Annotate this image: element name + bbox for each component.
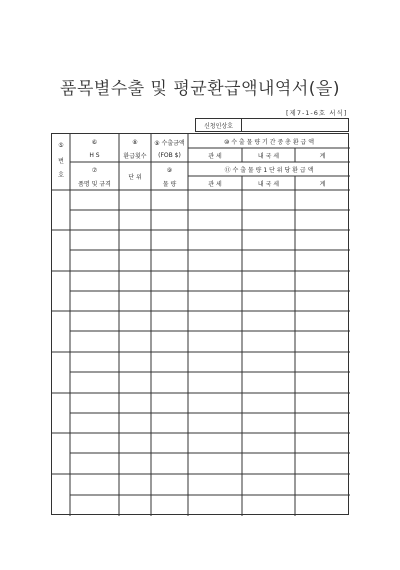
- form-number: [제7-1-6호 서식]: [286, 109, 348, 117]
- document-title: 품목별수출 및 평균환급액내역서(을): [60, 79, 340, 99]
- col-refund-count-marker: ⑧: [132, 138, 138, 146]
- group-total-refund-header: ⑩ 수 출 물 량 기 간 중 총 환 급 액: [223, 138, 315, 146]
- col-refund-count-label: 환급횟수: [123, 152, 147, 160]
- col-unit-label: 단 위: [128, 173, 142, 181]
- col-number-marker: ⑤: [58, 141, 64, 149]
- col-product-label: 품명 및 규격: [78, 180, 111, 188]
- col-quantity-marker: ⑨: [166, 166, 173, 174]
- col-quantity-label: 물 량: [162, 180, 177, 188]
- applicant-label: 신청인상호: [196, 119, 242, 131]
- total-customs-label: 관 세: [208, 152, 222, 160]
- table-grid-lines: [52, 134, 350, 516]
- total-sum-label: 계: [319, 152, 326, 160]
- col-export-amount-label: ⑨ 수출금액: [154, 139, 185, 147]
- total-domestic-tax-label: 내 국 세: [257, 152, 280, 160]
- unit-sum-label: 계: [319, 180, 326, 188]
- unit-domestic-tax-label: 내 국 세: [257, 180, 280, 188]
- col-hs-label: H S: [89, 151, 100, 159]
- applicant-field[interactable]: [195, 118, 349, 132]
- group-unit-refund-header: ⑪ 수 출 물 량 1 단 위 당 환 급 액: [224, 166, 314, 174]
- unit-customs-label: 관 세: [208, 180, 222, 188]
- col-product-marker: ⑦: [91, 166, 98, 174]
- col-export-amount-sub: (FOB $): [158, 151, 181, 159]
- col-hs-marker: ⑥: [91, 138, 98, 146]
- col-number-label: 번 호: [58, 158, 64, 179]
- refund-table: [51, 133, 349, 515]
